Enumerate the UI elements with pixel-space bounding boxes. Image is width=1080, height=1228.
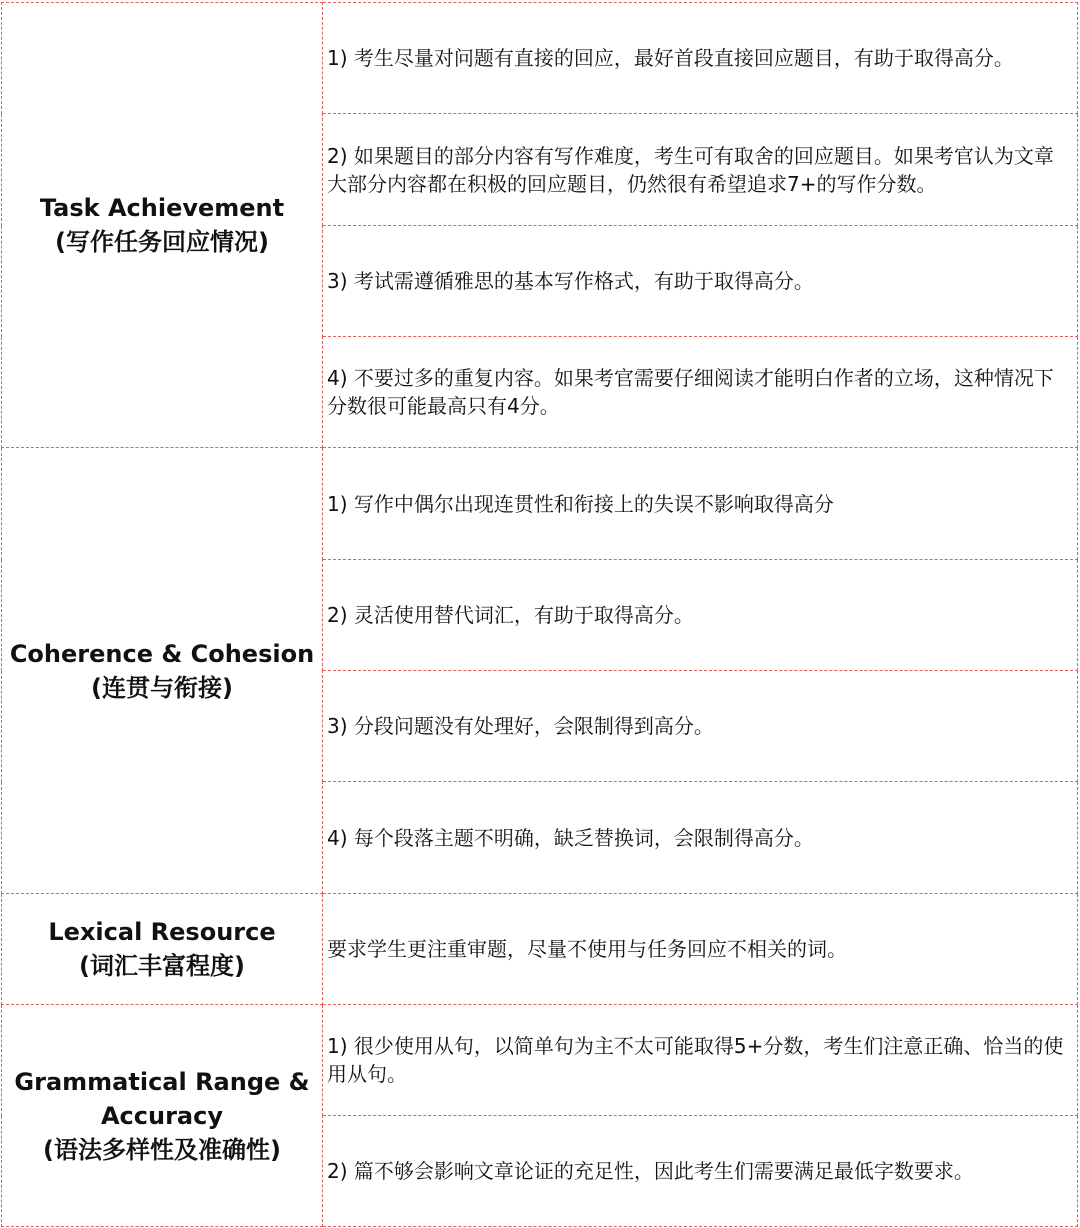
criterion-item: 要求学生更注重审题，尽量不使用与任务回应不相关的词。 xyxy=(323,894,1078,1005)
criterion-item: 4) 每个段落主题不明确，缺乏替换词，会限制得高分。 xyxy=(323,782,1078,894)
criteria-table xyxy=(1,2,1078,1227)
criterion-task-achievement xyxy=(2,3,323,448)
criterion-name-zh: (词汇丰富程度) xyxy=(79,952,245,980)
criterion-grammatical-range-accuracy xyxy=(2,1005,323,1227)
criterion-item: 1) 考生尽量对问题有直接的回应，最好首段直接回应题目，有助于取得高分。 xyxy=(323,3,1078,114)
criterion-item: 2) 灵活使用替代词汇，有助于取得高分。 xyxy=(323,560,1078,671)
criterion-lexical-resource xyxy=(2,894,323,1005)
criterion-item: 4) 不要过多的重复内容。如果考官需要仔细阅读才能明白作者的立场，这种情况下分数很可能最高只有4分。 xyxy=(323,337,1078,448)
table-row xyxy=(2,1005,1078,1116)
criterion-item: 1) 很少使用从句，以简单句为主不太可能取得5+分数，考生们注意正确、恰当的使用从句。 xyxy=(323,1005,1078,1116)
criterion-name-en: Coherence & Cohesion xyxy=(9,639,315,668)
criterion-item: 3) 分段问题没有处理好，会限制得到高分。 xyxy=(323,671,1078,782)
criterion-name-en: Task Achievement xyxy=(39,194,285,222)
criterion-item: 2) 篇不够会影响文章论证的充足性，因此考生们需要满足最低字数要求。 xyxy=(323,1116,1078,1227)
criterion-name-en: Grammatical Range & Accuracy xyxy=(14,1067,310,1130)
table-row xyxy=(2,448,1078,560)
criterion-item: 3) 考试需遵循雅思的基本写作格式，有助于取得高分。 xyxy=(323,226,1078,337)
criterion-item: 2) 如果题目的部分内容有写作难度，考生可有取舍的回应题目。如果考官认为文章大部分内容都在积极的回应题目，仍然很有希望追求7+的写作分数。 xyxy=(323,114,1078,226)
criterion-name-en: Lexical Resource xyxy=(48,918,276,946)
table-row xyxy=(2,894,1078,1005)
criterion-coherence-cohesion xyxy=(2,448,323,894)
criterion-name-zh: (连贯与衔接) xyxy=(91,673,233,702)
criterion-name-zh: (写作任务回应情况) xyxy=(55,228,269,256)
criterion-item: 1) 写作中偶尔出现连贯性和衔接上的失误不影响取得高分 xyxy=(323,448,1078,560)
table-row xyxy=(2,3,1078,114)
criterion-name-zh: (语法多样性及准确性) xyxy=(43,1135,281,1164)
